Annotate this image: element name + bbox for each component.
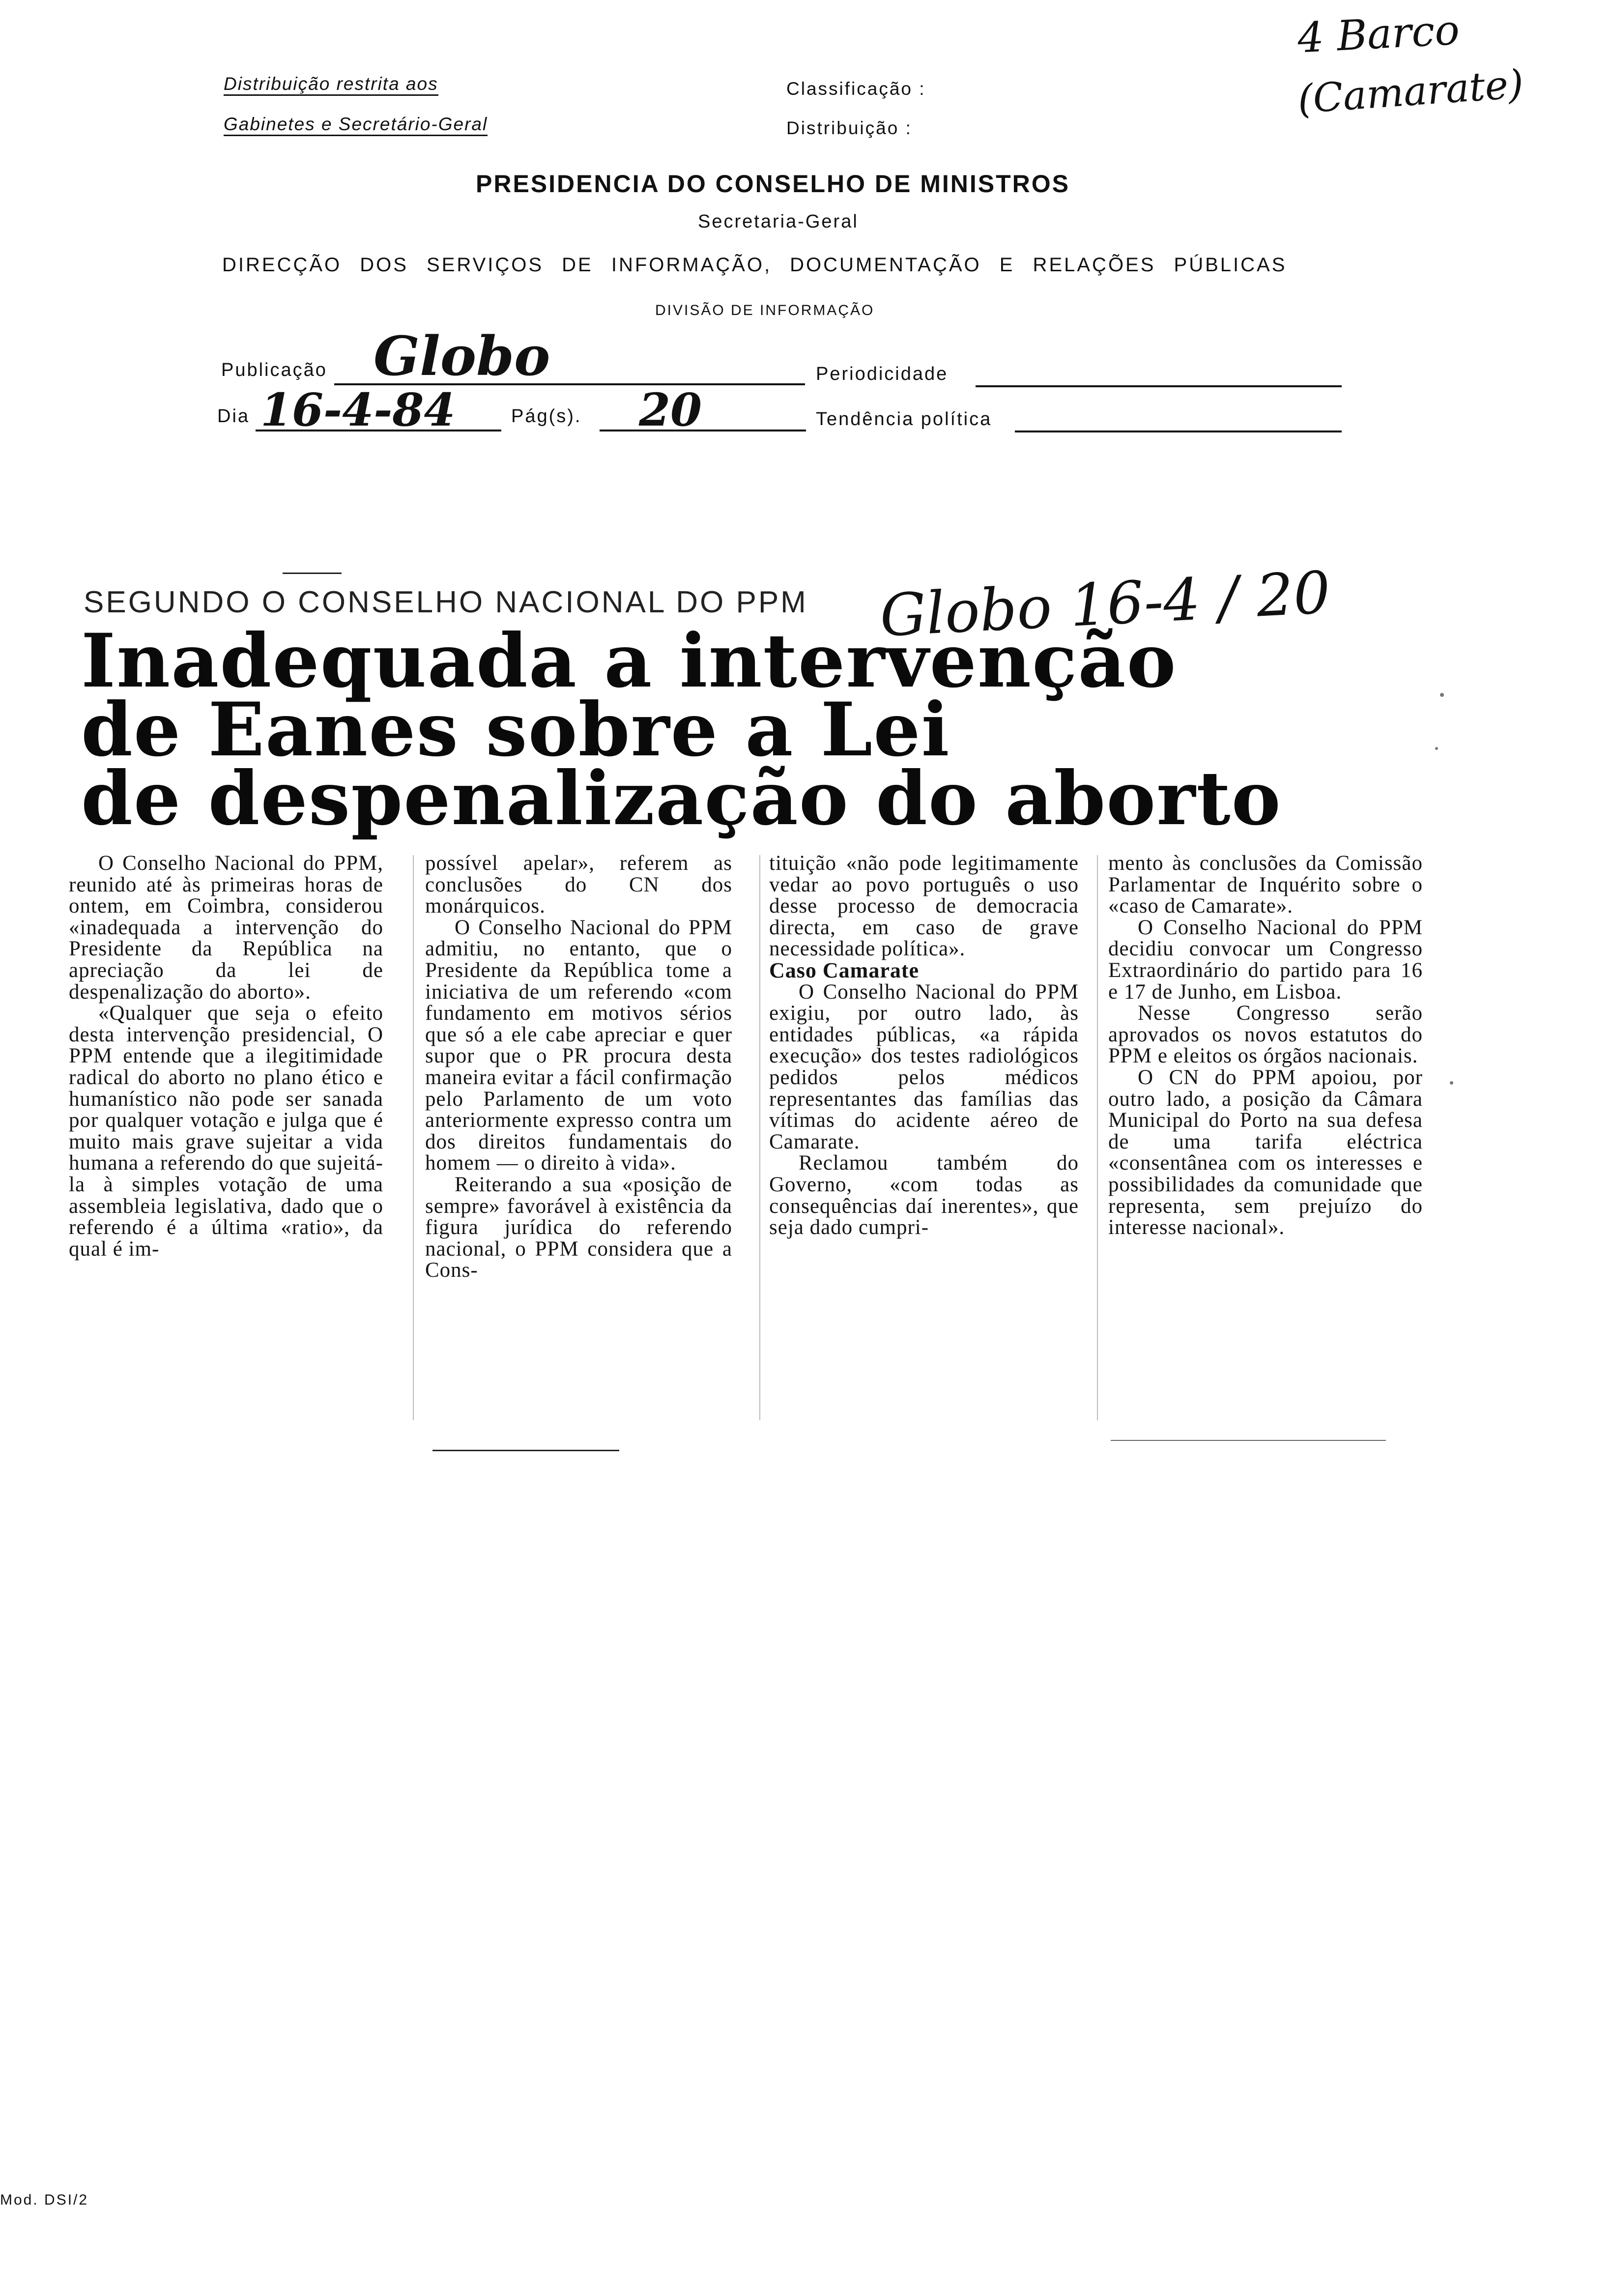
col4-paragraph-1: mento às conclusões da Comissão Parlamentar de Inquérito sobre o «caso de Camarate».: [1108, 852, 1423, 918]
publicacao-value: Globo: [374, 324, 550, 388]
dia-label: Dia: [217, 406, 250, 427]
dia-value: 16-4-84: [260, 383, 456, 436]
tendencia-label: Tendência política: [816, 409, 992, 430]
distribution-restriction-line2: Gabinetes e Secretário-Geral: [224, 114, 488, 136]
col4-paragraph-2: O Conselho Nacional do PPM decidiu convocar um Congresso Extraordinário do partido para 16 e 17 de Junho, em Lisboa.: [1108, 916, 1423, 1004]
distribution-restriction-line1: Distribuição restrita aos: [224, 74, 438, 96]
col2-paragraph-2: O Conselho Nacional do PPM admitiu, no entanto, que o Presidente da República tome a iniciativa de um referendo «com fundamento em motivos sérios que só a ele cabe apreciar e quer supor que o PR procura desta maneira evitar a fácil confirmação pelo Parlamento de um voto anteriormente expresso contra um dos direitos fundamentais do homem — o direito à vida».: [425, 916, 732, 1175]
handwritten-clipping-ref: Globo 16-4 / 20: [878, 558, 1332, 650]
col2-paragraph-1: possível apelar», referem as conclusões do CN dos monárquicos.: [425, 852, 732, 918]
col3-paragraph-3: Reclamou também do Governo, «com todas as consequências daí inerentes», que seja dado cumpri-: [769, 1151, 1079, 1239]
headline-line2: de Eanes sobre a Lei: [81, 687, 950, 773]
pags-value: 20: [639, 383, 702, 436]
col1-paragraph-2: «Qualquer que seja o efeito desta intervenção presidencial, O PPM entende que a ilegitimidade radical do aborto no plano ético e humanístico não pode ser sanada por qualquer votação e julga que é muito mais grave sujeitar a vida humana a referendo do que sujeitá-la à simples votação de uma assembleia legislativa, dado que o referendo é a última «ratio», da qual é im-: [69, 1002, 383, 1261]
col3-paragraph-1: tituição «não pode legitimamente vedar ao povo português o uso desse processo de democracia directa, em caso de grave necessidade política».: [769, 852, 1079, 961]
column-separator-1: [413, 855, 414, 1420]
col2-paragraph-3: Reiterando a sua «posição de sempre» favorável à existência da figura jurídica do referendo nacional, o PPM considera que a Cons-: [425, 1173, 732, 1282]
article-column-4: [1108, 853, 1423, 1238]
publicacao-label: Publicação: [221, 360, 327, 380]
pags-line: [600, 430, 806, 431]
form-code: Mod. DSI/2: [0, 2192, 89, 2208]
corner-note-line2: (Camarate): [1296, 61, 1525, 122]
col4-paragraph-3: Nesse Congresso serão aprovados os novos estatutos do PPM e eleitos os órgãos nacionais.: [1108, 1002, 1423, 1068]
article-column-3: [769, 853, 1079, 1238]
column-separator-3: [1097, 855, 1098, 1420]
scan-speck: [1440, 693, 1444, 697]
clipping-bottom-rule-2: [1111, 1440, 1386, 1441]
article-column-1: [69, 853, 383, 1260]
scan-speck: [1450, 1081, 1453, 1085]
pags-label: Pág(s).: [511, 406, 582, 427]
headline-line3: de despenalização do aborto: [81, 755, 1282, 842]
org-secretaria: Secretaria-Geral: [698, 211, 859, 232]
clipping-bottom-rule-1: [432, 1450, 619, 1451]
col3-paragraph-2: O Conselho Nacional do PPM exigiu, por outro lado, às entidades públicas, «a rápida execução» dos testes radiológicos pedidos pelos médicos representantes das famílias das vítimas do acidente aéreo de Camarate.: [769, 980, 1079, 1153]
org-direccao: DIRECÇÃO DOS SERVIÇOS DE INFORMAÇÃO, DOCUMENTAÇÃO E RELAÇÕES PÚBLICAS: [222, 254, 1287, 276]
kicker-rule: [283, 573, 342, 574]
col4-paragraph-4: O CN do PPM apoiou, por outro lado, a posição da Câmara Municipal do Porto na sua defesa de uma tarifa eléctrica «consentânea com os interesses e possibilidades da comunidade que representa, sem prejuízo do interesse nacional».: [1108, 1065, 1423, 1239]
distribuicao-label: Distribuição :: [786, 118, 912, 138]
org-divisao: DIVISÃO DE INFORMAÇÃO: [655, 302, 875, 318]
column-separator-2: [759, 855, 760, 1420]
col3-subheading: Caso Camarate: [769, 958, 920, 982]
col1-paragraph-1: O Conselho Nacional do PPM, reunido até às primeiras horas de ontem, em Coimbra, considerou «inadequada a intervenção do Presidente da República na apreciação da lei de despenalização do aborto».: [69, 852, 383, 1004]
headline-line1: Inadequada a intervenção: [81, 618, 1177, 704]
org-title: PRESIDENCIA DO CONSELHO DE MINISTROS: [476, 170, 1070, 198]
scan-speck: [1435, 747, 1438, 750]
corner-note-line1: 4 Barco: [1296, 5, 1461, 62]
article-column-2: [425, 853, 732, 1281]
article-kicker: SEGUNDO O CONSELHO NACIONAL DO PPM: [84, 585, 808, 619]
tendencia-line: [1015, 430, 1342, 432]
periodicidade-line: [976, 385, 1342, 387]
periodicidade-label: Periodicidade: [816, 364, 949, 384]
classificacao-label: Classificação :: [786, 79, 926, 99]
